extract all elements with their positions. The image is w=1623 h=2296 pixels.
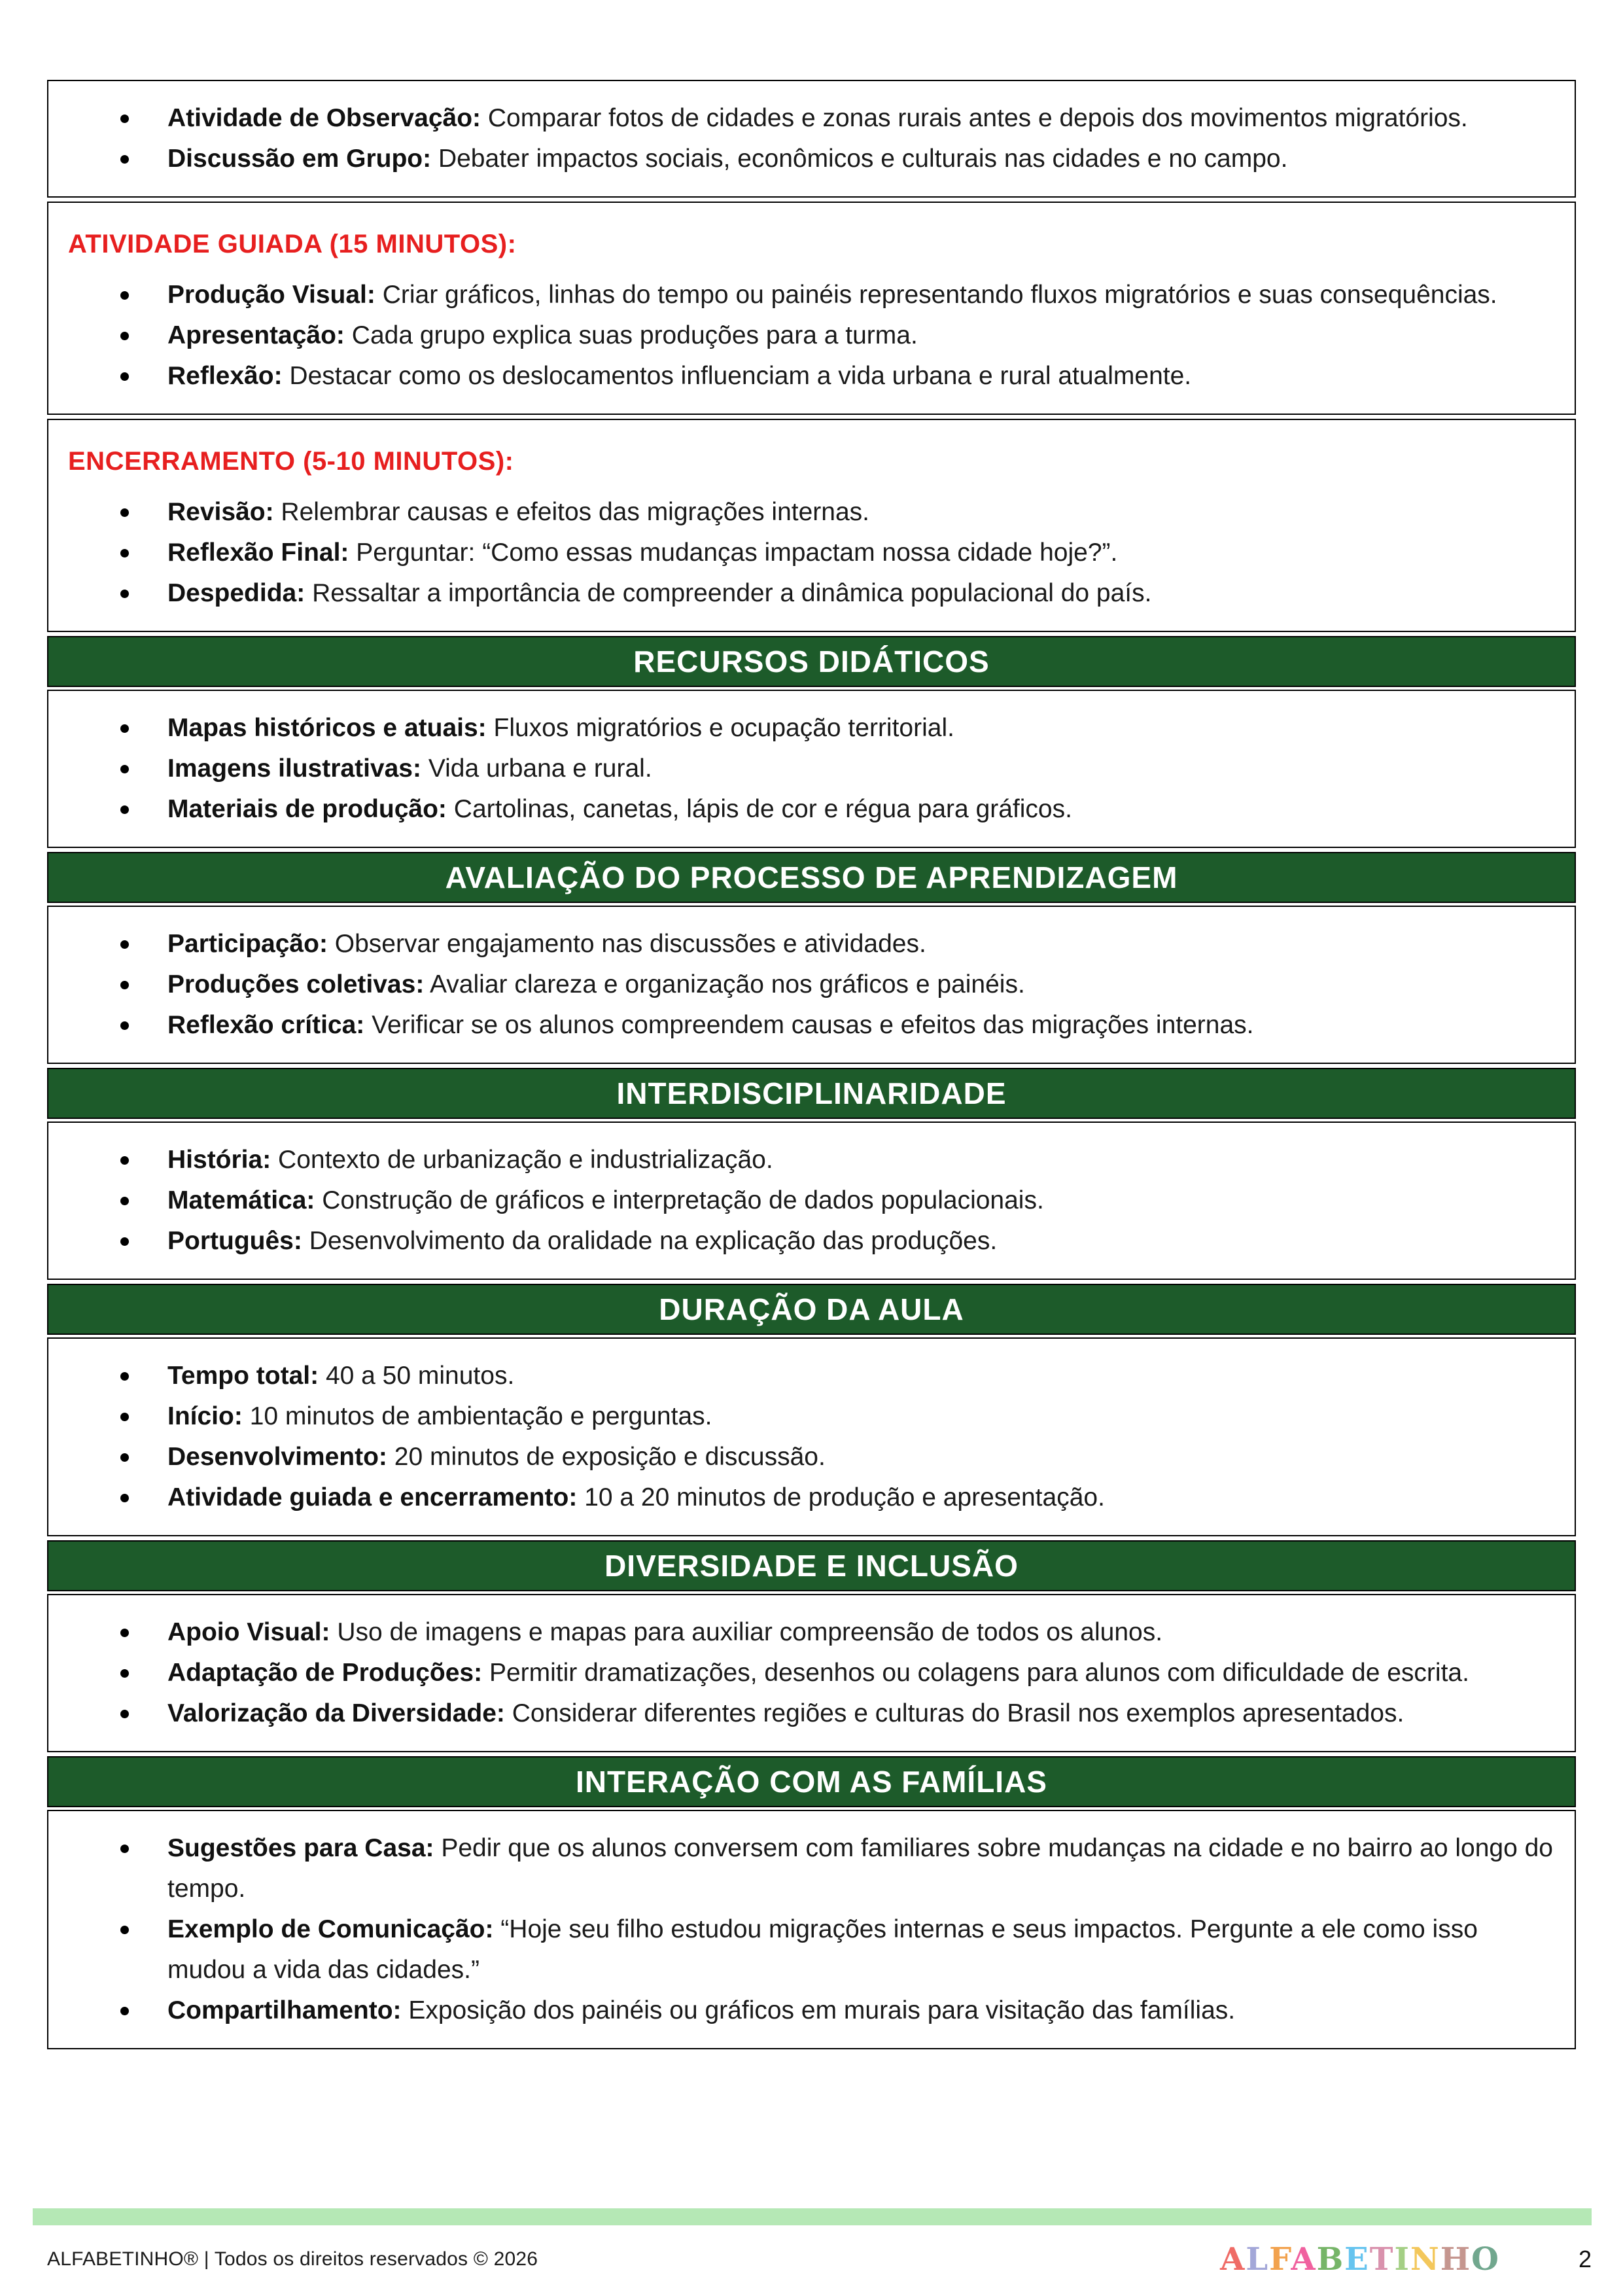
item-label: Revisão: bbox=[167, 498, 274, 526]
logo-letter: I bbox=[1394, 2241, 1410, 2278]
footer bbox=[47, 2236, 1592, 2282]
list-item bbox=[120, 1990, 1555, 2031]
page-number: 2 bbox=[1578, 2246, 1592, 2272]
bullet-list bbox=[68, 98, 1555, 179]
section-box-atividade-guiada bbox=[47, 202, 1576, 415]
item-text: Comparar fotos de cidades e zonas rurais antes e depois dos movimentos migratórios. bbox=[487, 104, 1468, 132]
red-section-header: ATIVIDADE GUIADA (15 MINUTOS): bbox=[68, 230, 517, 258]
item-text: Uso de imagens e mapas para auxiliar compreensão de todos os alunos. bbox=[337, 1618, 1163, 1646]
section-box-interdisciplinaridade bbox=[47, 1122, 1576, 1280]
banner-title: RECURSOS DIDÁTICOS bbox=[633, 645, 990, 679]
section-banner-avaliacao bbox=[47, 852, 1576, 903]
item-text: Contexto de urbanização e industrialização. bbox=[278, 1146, 773, 1174]
list-item bbox=[120, 492, 1555, 533]
item-label: Materiais de produção: bbox=[167, 795, 447, 823]
banner-title: DIVERSIDADE E INCLUSÃO bbox=[604, 1549, 1019, 1583]
logo-letter: E bbox=[1344, 2241, 1370, 2278]
item-text: Relembrar causas e efeitos das migrações internas. bbox=[281, 498, 870, 526]
list-item bbox=[120, 1005, 1555, 1046]
logo-letter: L bbox=[1246, 2241, 1270, 2278]
item-label: Adaptação de Produções: bbox=[167, 1659, 483, 1687]
item-text: Vida urbana e rural. bbox=[428, 754, 652, 783]
list-item bbox=[120, 533, 1555, 573]
item-text: Exposição dos painéis ou gráficos em murais para visitação das famílias. bbox=[408, 1996, 1236, 2024]
footer-accent-bar bbox=[33, 2208, 1592, 2225]
item-text: 10 a 20 minutos de produção e apresentação. bbox=[584, 1483, 1105, 1511]
item-text: 10 minutos de ambientação e perguntas. bbox=[249, 1402, 712, 1430]
banner-title: INTERAÇÃO COM AS FAMÍLIAS bbox=[576, 1765, 1047, 1799]
logo-letter: F bbox=[1269, 2241, 1291, 2278]
bullet-list bbox=[68, 1356, 1555, 1518]
logo-letter: A bbox=[1291, 2241, 1317, 2278]
item-text: “Hoje seu filho estudou migrações internas e seus impactos. Pergunte a ele como isso mudou a vida das cidades.” bbox=[167, 1915, 1478, 1984]
list-item bbox=[120, 1477, 1555, 1518]
bullet-list bbox=[68, 924, 1555, 1046]
section-banner-diversidade bbox=[47, 1540, 1576, 1591]
list-item bbox=[120, 1828, 1555, 1909]
section-banner-interacao bbox=[47, 1756, 1576, 1807]
item-text: Construção de gráficos e interpretação de dados populacionais. bbox=[322, 1186, 1044, 1214]
item-text: Avaliar clareza e organização nos gráficos e painéis. bbox=[430, 970, 1025, 998]
item-label: História: bbox=[167, 1146, 271, 1174]
item-label: Matemática: bbox=[167, 1186, 315, 1214]
section-banner-duracao bbox=[47, 1284, 1576, 1335]
list-item bbox=[120, 1140, 1555, 1180]
item-label: Início: bbox=[167, 1402, 243, 1430]
section-box-continuation bbox=[47, 80, 1576, 198]
banner-title: INTERDISCIPLINARIDADE bbox=[616, 1076, 1007, 1110]
footer-copyright: ALFABETINHO® | Todos os direitos reservados © 2026 bbox=[47, 2248, 538, 2270]
bullet-list bbox=[68, 492, 1555, 614]
item-text: Ressaltar a importância de compreender a dinâmica populacional do país. bbox=[312, 579, 1152, 607]
item-label: Reflexão crítica: bbox=[167, 1011, 365, 1039]
item-label: Desenvolvimento: bbox=[167, 1443, 387, 1471]
section-box-recursos bbox=[47, 690, 1576, 848]
item-text: Cada grupo explica suas produções para a turma. bbox=[351, 321, 918, 349]
item-label: Imagens ilustrativas: bbox=[167, 754, 421, 783]
item-label: Mapas históricos e atuais: bbox=[167, 714, 487, 742]
alfabetinho-logo bbox=[1220, 2241, 1500, 2278]
item-label: Atividade guiada e encerramento: bbox=[167, 1483, 578, 1511]
logo-letter: T bbox=[1369, 2241, 1395, 2278]
list-item bbox=[120, 749, 1555, 789]
item-label: Atividade de Observação: bbox=[167, 104, 481, 132]
item-label: Participação: bbox=[167, 930, 328, 958]
list-item bbox=[120, 98, 1555, 139]
list-item bbox=[120, 789, 1555, 830]
list-item bbox=[120, 1653, 1555, 1693]
section-banner-interdisciplinaridade bbox=[47, 1068, 1576, 1119]
item-text: Fluxos migratórios e ocupação territorial. bbox=[493, 714, 954, 742]
item-label: Valorização da Diversidade: bbox=[167, 1699, 505, 1727]
list-item bbox=[120, 1612, 1555, 1653]
section-box-interacao bbox=[47, 1810, 1576, 2049]
logo-letter: O bbox=[1471, 2241, 1500, 2278]
item-label: Exemplo de Comunicação: bbox=[167, 1915, 494, 1943]
item-text: Perguntar: “Como essas mudanças impactam nossa cidade hoje?”. bbox=[356, 539, 1118, 567]
list-item bbox=[120, 275, 1555, 315]
list-item bbox=[120, 356, 1555, 397]
list-item bbox=[120, 964, 1555, 1005]
item-text: Observar engajamento nas discussões e atividades. bbox=[334, 930, 926, 958]
item-label: Discussão em Grupo: bbox=[167, 145, 432, 173]
bullet-list bbox=[68, 1612, 1555, 1734]
item-label: Despedida: bbox=[167, 579, 305, 607]
section-banner-recursos bbox=[47, 636, 1576, 687]
item-text: Verificar se os alunos compreendem causas e efeitos das migrações internas. bbox=[372, 1011, 1254, 1039]
item-text: 20 minutos de exposição e discussão. bbox=[394, 1443, 826, 1471]
section-box-diversidade bbox=[47, 1594, 1576, 1752]
document-content bbox=[47, 80, 1576, 2053]
bullet-list bbox=[68, 275, 1555, 397]
item-text: Desenvolvimento da oralidade na explicação das produções. bbox=[309, 1227, 998, 1255]
item-text: Pedir que os alunos conversem com familiares sobre mudanças na cidade e no bairro ao longo do tempo. bbox=[167, 1834, 1554, 1903]
item-label: Sugestões para Casa: bbox=[167, 1834, 434, 1862]
item-text: Destacar como os deslocamentos influenciam a vida urbana e rural atualmente. bbox=[289, 362, 1192, 390]
logo-letter: A bbox=[1220, 2241, 1246, 2278]
list-item bbox=[120, 1909, 1555, 1990]
logo-letter: H bbox=[1440, 2241, 1472, 2278]
banner-title: AVALIAÇÃO DO PROCESSO DE APRENDIZAGEM bbox=[445, 860, 1178, 894]
bullet-list bbox=[68, 1828, 1555, 2031]
item-label: Português: bbox=[167, 1227, 302, 1255]
logo-letter: B bbox=[1316, 2241, 1345, 2278]
item-label: Reflexão Final: bbox=[167, 539, 349, 567]
logo-letter: N bbox=[1410, 2241, 1440, 2278]
list-item bbox=[120, 1356, 1555, 1396]
list-item bbox=[120, 1221, 1555, 1262]
item-label: Reflexão: bbox=[167, 362, 283, 390]
item-label: Apoio Visual: bbox=[167, 1618, 330, 1646]
bullet-list bbox=[68, 1140, 1555, 1262]
red-section-header: ENCERRAMENTO (5-10 MINUTOS): bbox=[68, 447, 514, 476]
item-text: 40 a 50 minutos. bbox=[325, 1362, 515, 1390]
list-item bbox=[120, 573, 1555, 614]
list-item bbox=[120, 1693, 1555, 1734]
list-item bbox=[120, 924, 1555, 964]
list-item bbox=[120, 315, 1555, 356]
bullet-list bbox=[68, 708, 1555, 830]
list-item bbox=[120, 1396, 1555, 1437]
list-item bbox=[120, 139, 1555, 179]
item-label: Produção Visual: bbox=[167, 281, 375, 309]
banner-title: DURAÇÃO DA AULA bbox=[659, 1292, 964, 1326]
item-text: Cartolinas, canetas, lápis de cor e régua para gráficos. bbox=[453, 795, 1072, 823]
list-item bbox=[120, 708, 1555, 749]
item-text: Criar gráficos, linhas do tempo ou painéis representando fluxos migratórios e suas consequências. bbox=[382, 281, 1497, 309]
list-item bbox=[120, 1180, 1555, 1221]
item-text: Debater impactos sociais, econômicos e culturais nas cidades e no campo. bbox=[438, 145, 1288, 173]
item-label: Produções coletivas: bbox=[167, 970, 425, 998]
section-box-duracao bbox=[47, 1337, 1576, 1536]
item-text: Considerar diferentes regiões e culturas do Brasil nos exemplos apresentados. bbox=[512, 1699, 1405, 1727]
section-box-encerramento bbox=[47, 419, 1576, 632]
item-label: Apresentação: bbox=[167, 321, 345, 349]
item-text: Permitir dramatizações, desenhos ou colagens para alunos com dificuldade de escrita. bbox=[489, 1659, 1469, 1687]
item-label: Tempo total: bbox=[167, 1362, 319, 1390]
section-box-avaliacao bbox=[47, 906, 1576, 1064]
list-item bbox=[120, 1437, 1555, 1477]
item-label: Compartilhamento: bbox=[167, 1996, 402, 2024]
